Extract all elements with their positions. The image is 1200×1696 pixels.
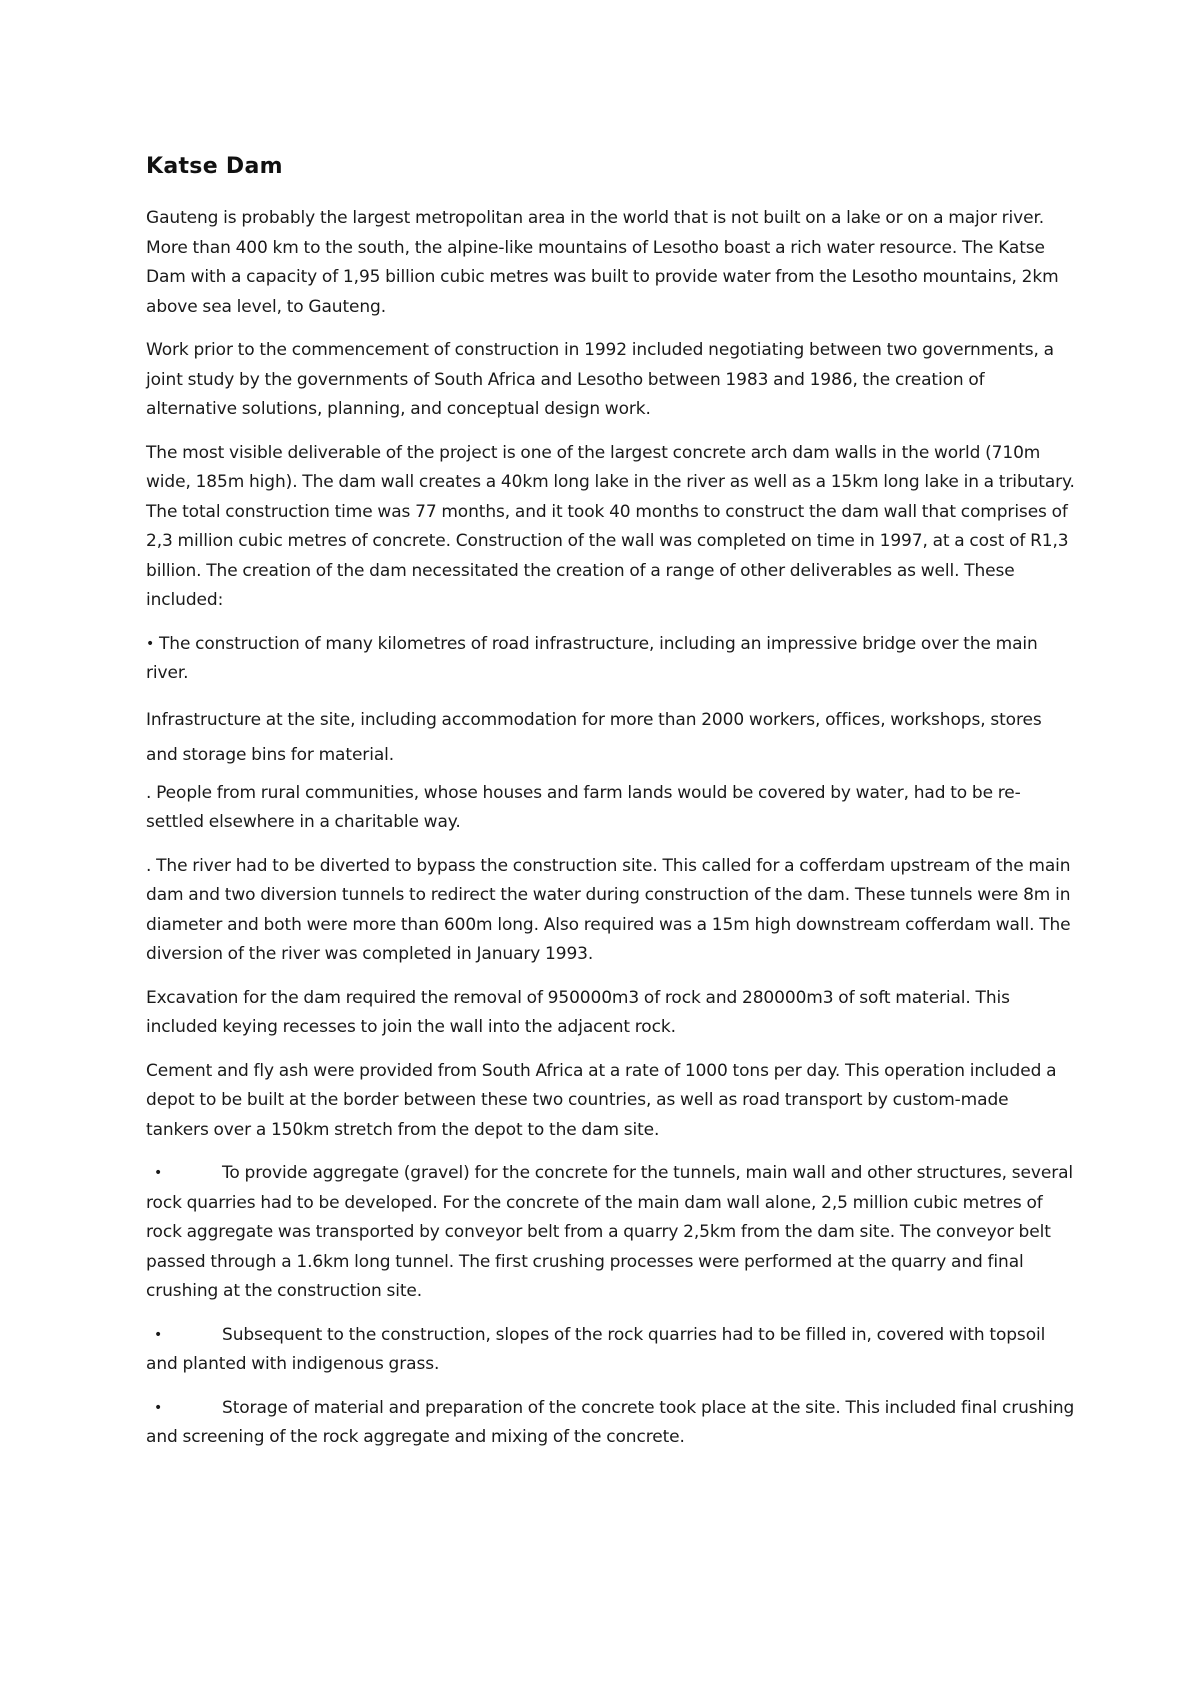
bullet-aggregate [146,1159,1076,1307]
paragraph-prior-work: Work prior to the commencement of construction in 1992 included negotiating between two governments, a joint study by the governments of South Africa and Lesotho between 1983 and 1986, the creation of alternative solutions, planning, and conceptual design work. [146,340,1054,419]
paragraph-excavation: Excavation for the dam required the removal of 950000m3 of rock and 280000m3 of soft material. This included keying recesses to join the wall into the adjacent rock. [146,987,1010,1037]
paragraph-resettlement: . People from rural communities, whose houses and farm lands would be covered by water, had to be re-settled elsewhere in a charitable way. [146,782,1021,832]
bullet-icon: • [146,635,155,652]
document-body [146,150,1076,1467]
paragraph-cement: Cement and fly ash were provided from South Africa at a rate of 1000 tons per day. This operation included a depot to be built at the border between these two countries, as well as road transport by custom-made tankers over a 150km stretch from the depot to the dam site. [146,1060,1057,1140]
bullet-text: Subsequent to the construction, slopes of the rock quarries had to be filled in, covered with topsoil and planted with indigenous grass. [146,1324,1046,1374]
bullet-icon: • [154,1399,163,1416]
paragraph-deliverable: The most visible deliverable of the project is one of the largest concrete arch dam walls in the world (710m wide, 185m high). The dam wall creates a 40km long lake in the river as well as a 15km long lake in a tributary. The total construction time was 77 months, and it took 40 months to construct the dam wall that comprises of 2,3 million cubic metres of concrete. Construction of the wall was completed on time in 1997, at a cost of R1,3 billion. The creation of the dam necessitated the creation of a range of other deliverables as well. These included: [146,442,1075,610]
document-title: Katse Dam [146,154,283,179]
paragraph-river-diversion: . The river had to be diverted to bypass the construction site. This called for a cofferdam upstream of the main dam and two diversion tunnels to redirect the water during construction of the dam. These tunnels were 8m in diameter and both were more than 600m long. Also required was a 15m high downstream cofferdam wall. The diversion of the river was completed in January 1993. [146,855,1071,964]
bullet-text: The construction of many kilometres of road infrastructure, including an impressive bridge over the main river. [146,633,1038,683]
paragraph-intro: Gauteng is probably the largest metropolitan area in the world that is not built on a lake or on a major river. More than 400 km to the south, the alpine-like mountains of Lesotho boast a rich water resource. The Katse Dam with a capacity of 1,95 billion cubic metres was built to provide water from the Lesotho mountains, 2km above sea level, to Gauteng. [146,208,1059,317]
bullet-icon: • [154,1165,163,1181]
bullet-quarry-rehab [146,1321,1076,1380]
bullet-icon: • [154,1326,163,1343]
paragraph-site-infrastructure: Infrastructure at the site, including accommodation for more than 2000 workers, offices, workshops, stores and storage bins for material. [146,709,1042,765]
bullet-text: To provide aggregate (gravel) for the concrete for the tunnels, main wall and other structures, several rock quarries had to be developed. For the concrete of the main dam wall alone, 2,5 million cubic metres of rock aggregate was transported by conveyor belt from a quarry 2,5km from the dam site. The conveyor belt passed through a 1.6km long tunnel. The first crushing processes were performed at the quarry and final crushing at the construction site. [146,1163,1074,1301]
bullet-storage [146,1394,1076,1453]
bullet-text: Storage of material and preparation of the concrete took place at the site. This included final crushing and screening of the rock aggregate and mixing of the concrete. [146,1397,1075,1447]
bullet-road-infrastructure [146,630,1076,689]
